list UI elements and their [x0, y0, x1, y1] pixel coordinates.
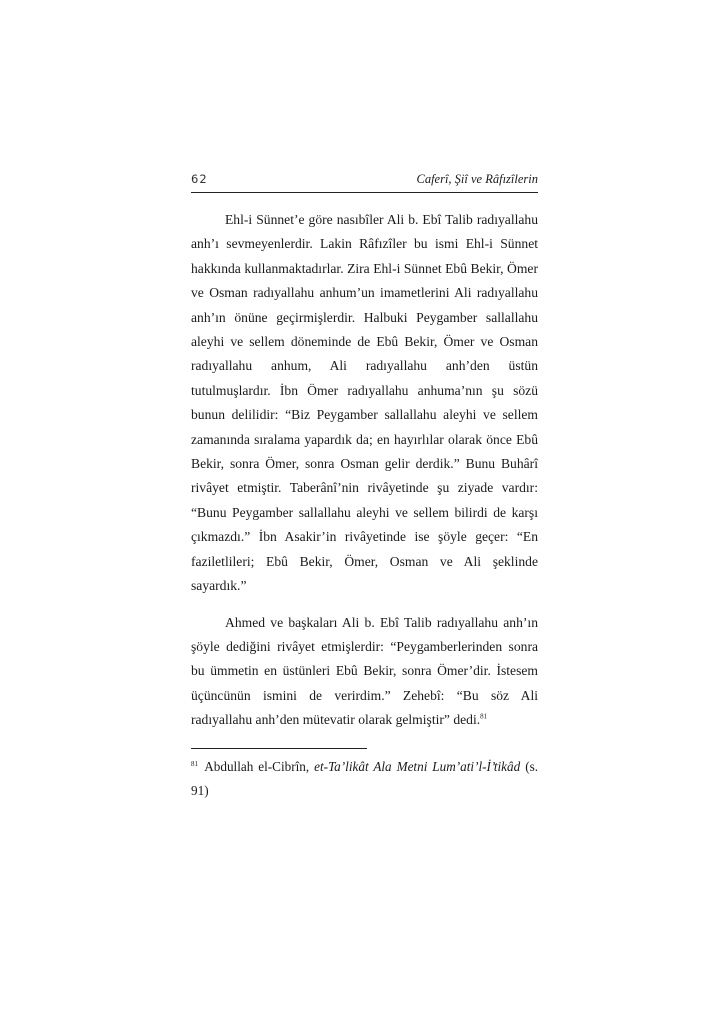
running-title: Caferî, Şiî ve Râfızîlerin — [416, 172, 538, 186]
footnote-marker: 81 — [191, 759, 198, 768]
paragraph-2-text: Ahmed ve başkaları Ali b. Ebî Talib radıyallahu anh’ın şöyle dediğini rivâyet etmişlerdir: “Peygamberlerinden sonra bu ümmetin en üstünleri Ebû Bekir, sonra Ömer’dir. İstesem üçüncünün ismini de verirdim.” Zehebî: “Bu söz Ali radıyallahu anh’den mütevatir olarak gelmiştir” dedi. — [191, 614, 538, 728]
page-number: 62 — [191, 172, 208, 186]
footnote-work-title: et-Ta’likât Ala Metni Lum’ati’l-İ’tikâd — [314, 759, 521, 774]
footnote — [191, 755, 538, 804]
footnote-reference-pages: (s. 91) — [191, 759, 539, 799]
paragraph-2 — [191, 611, 538, 733]
paragraph-1 — [191, 208, 538, 599]
book-page — [191, 168, 539, 799]
footnote-rule — [191, 748, 367, 749]
paragraph-1-text: Ehl-i Sünnet’e göre nasıbîler Ali b. Ebî Talib radıyallahu anh’ı sevmeyenlerdir. Lakin Râfızîler bu ismi Ehl-i Sünnet hakkında kullanmaktadırlar. Zira Ehl-i Sünnet Ebû Bekir, Ömer ve Osman radıyallahu anhum’un imametlerini Ali radıyallahu anh’ın önüne geçirmişlerdir. Halbuki Peygamber sallallahu aleyhi ve sellem döneminde de Ebû Bekir, Ömer ve Osman radıyallahu anhum, Ali radıyallahu anh’den üstün tutulmuşlardır. İbn Ömer radıyallahu anhuma’nın şu sözü bunun delilidir: “Biz Peygamber sallallahu aleyhi ve sellem zamanında sıralama yapardık da; en hayırlılar olarak önce Ebû Bekir, sonra Ömer, sonra Osman gelir derdik.” Bunu Buhârî rivâyet etmiştir. Taberânî’nin rivâyetinde şu ziyade vardır: “Bunu Peygamber sallallahu aleyhi ve sellem bilirdi de karşı çıkmazdı.” İbn Asakir’in rivâyetinde ise şöyle geçer: “En faziletlileri; Ebû Bekir, Ömer, Osman ve Ali şeklinde sayardık.” — [191, 212, 538, 594]
footnote-author: Abdullah el-Cibrîn, — [204, 759, 310, 774]
footnote-reference: 81 — [480, 712, 488, 721]
body-text — [191, 208, 538, 733]
running-header — [191, 168, 538, 190]
header-rule — [191, 192, 538, 193]
